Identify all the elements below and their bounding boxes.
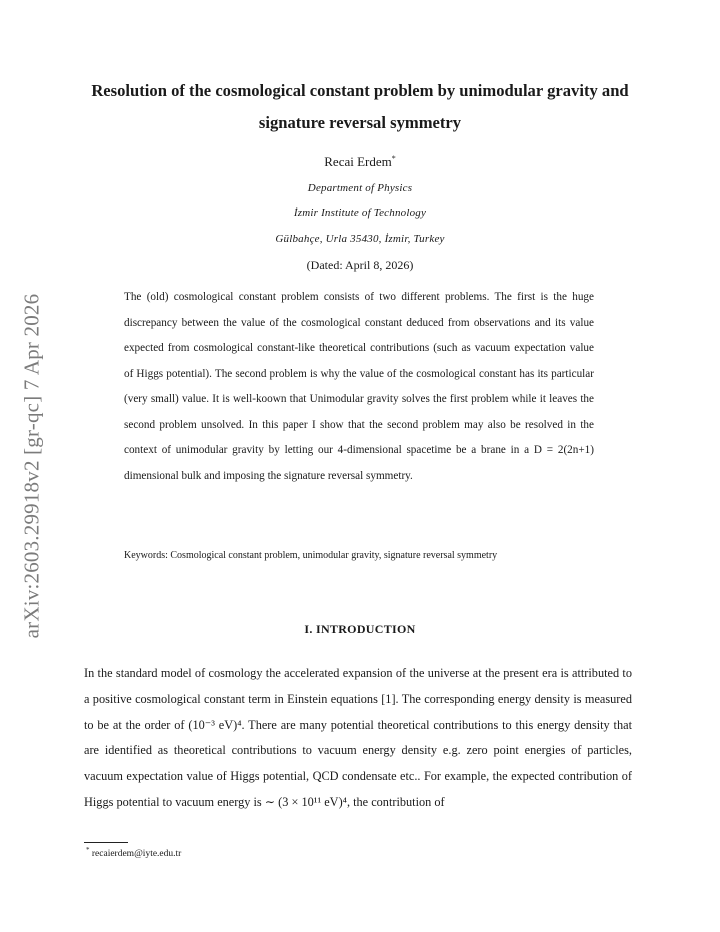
dated-line: (Dated: April 8, 2026) — [306, 258, 414, 272]
author-footnote-mark[interactable]: * — [391, 154, 396, 163]
arxiv-stamp — [14, 270, 50, 662]
affiliation-department: Department of Physics — [307, 182, 413, 194]
affiliation-institute: İzmir Institute of Technology — [293, 207, 427, 219]
affiliation-address: Gülbahçe, Urla 35430, İzmir, Turkey — [275, 233, 445, 245]
section-heading: I. INTRODUCTION — [304, 622, 416, 636]
footnote — [86, 846, 181, 859]
keywords: Keywords: Cosmological constant problem, unimodular gravity, signature reversal symmetry — [124, 550, 498, 561]
abstract: The (old) cosmological constant problem consists of two different problems. The first is the huge discrepancy between the value of the cosmological constant deduced from observations and its value expected from cosmological constant-like theoretical contributions (such as vacuum expectation value of Higgs potential). The second problem is why the value of the cosmological constant has its particular (very small) value. It is well-koown that Unimodular gravity solves the first problem while it leaves the second problem unsolved. In this paper I show that the second problem may also be resolved in the context of unimodular gravity by letting our 4-dimensional spacetime be a brane in a D = 2(2n+1) dimensional bulk and imposing the signature reversal symmetry. — [124, 291, 594, 482]
paper-title: Resolution of the cosmological constant problem by unimodular gravity and signature reversal symmetry — [91, 81, 629, 132]
author-line — [0, 154, 720, 170]
arxiv-identifier: arXiv:2603.29918v2 [gr-qc] 7 Apr 2026 — [19, 293, 44, 639]
introduction-paragraph: In the standard model of cosmology the accelerated expansion of the universe at the present era is attributed to a positive cosmological constant term in Einstein equations [1]. The corresponding energy density is measured to be at the order of (10⁻³ eV)⁴. There are many potential theoretical contributions to this energy density that are identified as theoretical contributions to vacuum energy density e.g. zero point energies of particles, vacuum expectation value of Higgs potential, QCD condensate etc.. For example, the expected contribution of Higgs potential to vacuum energy is ∼ (3 × 10¹¹ eV)⁴, the contribution of — [84, 666, 632, 809]
footnote-mark: * — [86, 846, 90, 854]
author-name: Recai Erdem — [324, 154, 392, 169]
footnote-email: recaierdem@iyte.edu.tr — [91, 849, 182, 860]
footnote-rule — [84, 842, 128, 843]
